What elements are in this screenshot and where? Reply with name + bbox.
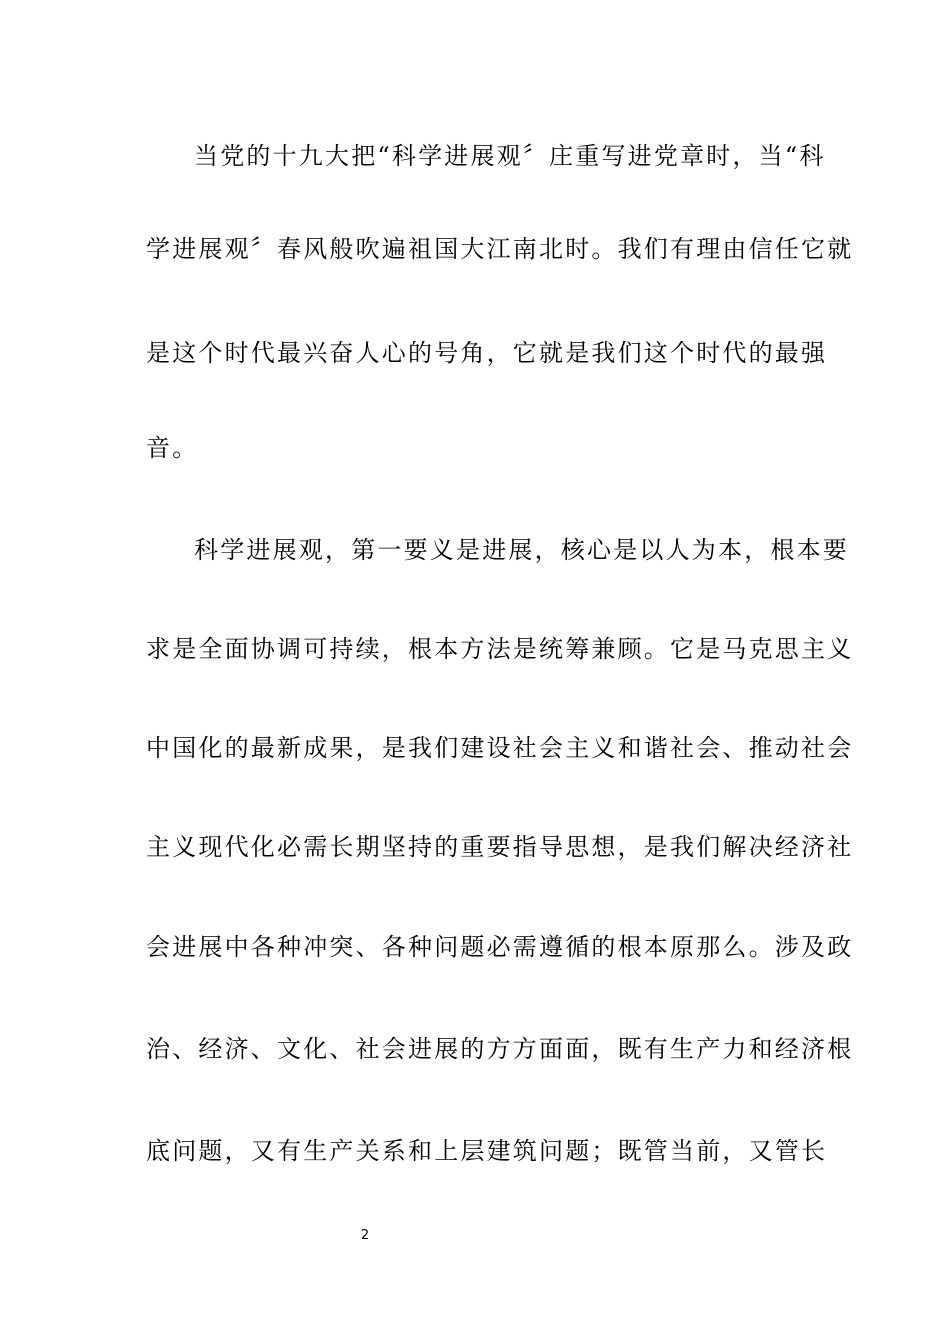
paragraph-2-line-2: 求是全面协调可持续，根本方法是统筹兼顾。它是马克思主义 <box>146 635 854 663</box>
paragraph-2-line-6: 治、经济、文化、社会进展的方方面面，既有生产力和经济根 <box>146 1035 854 1063</box>
paragraph-2-line-5: 会进展中各种冲突、各种问题必需遵循的根本原那么。涉及政 <box>146 933 854 961</box>
paragraph-2-line-7: 底问题，又有生产关系和上层建筑问题；既管当前，又管长 <box>146 1137 828 1165</box>
paragraph-1-line-4: 音。 <box>146 434 199 462</box>
paragraph-1-line-1: 当党的十九大把“科学进展观〞庄重写进党章时，当“科 <box>194 142 826 170</box>
paragraph-2-line-3: 中国化的最新成果，是我们建设社会主义和谐社会、推动社会 <box>146 734 854 762</box>
paragraph-1-line-3: 是这个时代最兴奋人心的号角，它就是我们这个时代的最强 <box>146 339 828 367</box>
paragraph-1-line-2: 学进展观〞春风般吹遍祖国大江南北时。我们有理由信任它就 <box>146 235 854 263</box>
page-number: 2 <box>360 1228 370 1243</box>
paragraph-2-line-4: 主义现代化必需长期坚持的重要指导思想，是我们解决经济社 <box>146 833 854 861</box>
paragraph-2-line-1: 科学进展观，第一要义是进展，核心是以人为本，根本要 <box>194 536 849 564</box>
